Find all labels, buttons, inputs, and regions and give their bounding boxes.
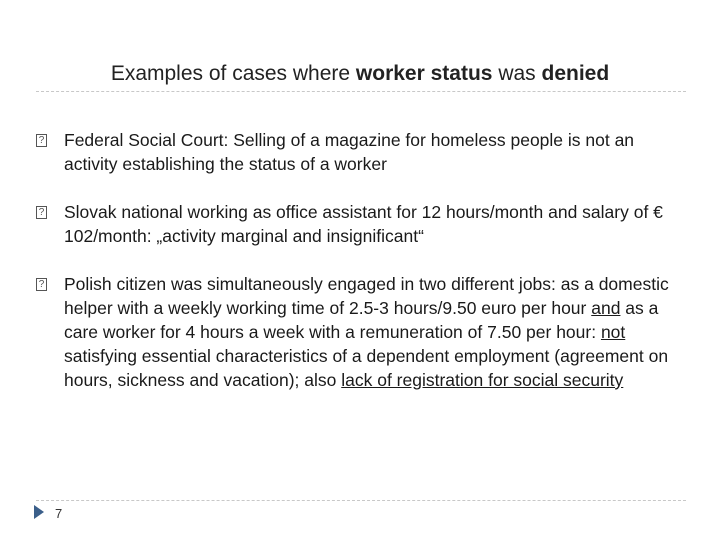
bullet-underline-registration: lack of registration for social security — [341, 370, 624, 390]
bullet-marker-icon: ? — [36, 134, 47, 147]
page-number: 7 — [55, 506, 63, 521]
title-part-1: Examples of cases where — [110, 62, 356, 85]
slide-title — [40, 60, 680, 88]
bullet-text-part-3: satisfying essential characteristics of a dependent employment (agreement on hours, sickness and vacation); also — [64, 346, 669, 390]
bullet-marker-icon: ? — [36, 206, 47, 219]
bullet-text: Slovak national working as office assistant for 12 hours/month and salary of € 102/month: „activity marginal and insignificant“ — [64, 202, 663, 246]
title-emphasis-denied: denied — [541, 62, 610, 85]
title-part-2: was — [492, 62, 542, 85]
bullet-item-polish-citizen — [36, 272, 686, 392]
footer-divider — [36, 500, 686, 501]
bullet-text: Federal Social Court: Selling of a magazine for homeless people is not an activity establishing the status of a worker — [64, 130, 635, 174]
title-divider — [36, 91, 686, 92]
bullet-text-part-1: Polish citizen was simultaneously engaged in two different jobs: as a domestic helper with a weekly working time of 2.5-3 hours/9.50 euro per hour — [64, 274, 669, 318]
bullet-underline-not: not — [600, 322, 626, 342]
footer-arrow-icon — [34, 505, 44, 519]
bullet-marker-icon: ? — [36, 278, 47, 291]
bullet-item-slovak-national — [36, 200, 686, 248]
title-emphasis-worker-status: worker status — [355, 62, 493, 85]
bullet-list — [36, 128, 686, 392]
bullet-item-federal-social-court — [36, 128, 686, 176]
bullet-underline-and: and — [591, 298, 621, 318]
bullet-text-part-2: as a care worker for 4 hours a week with a remuneration of 7.50 per hour: — [64, 298, 659, 342]
